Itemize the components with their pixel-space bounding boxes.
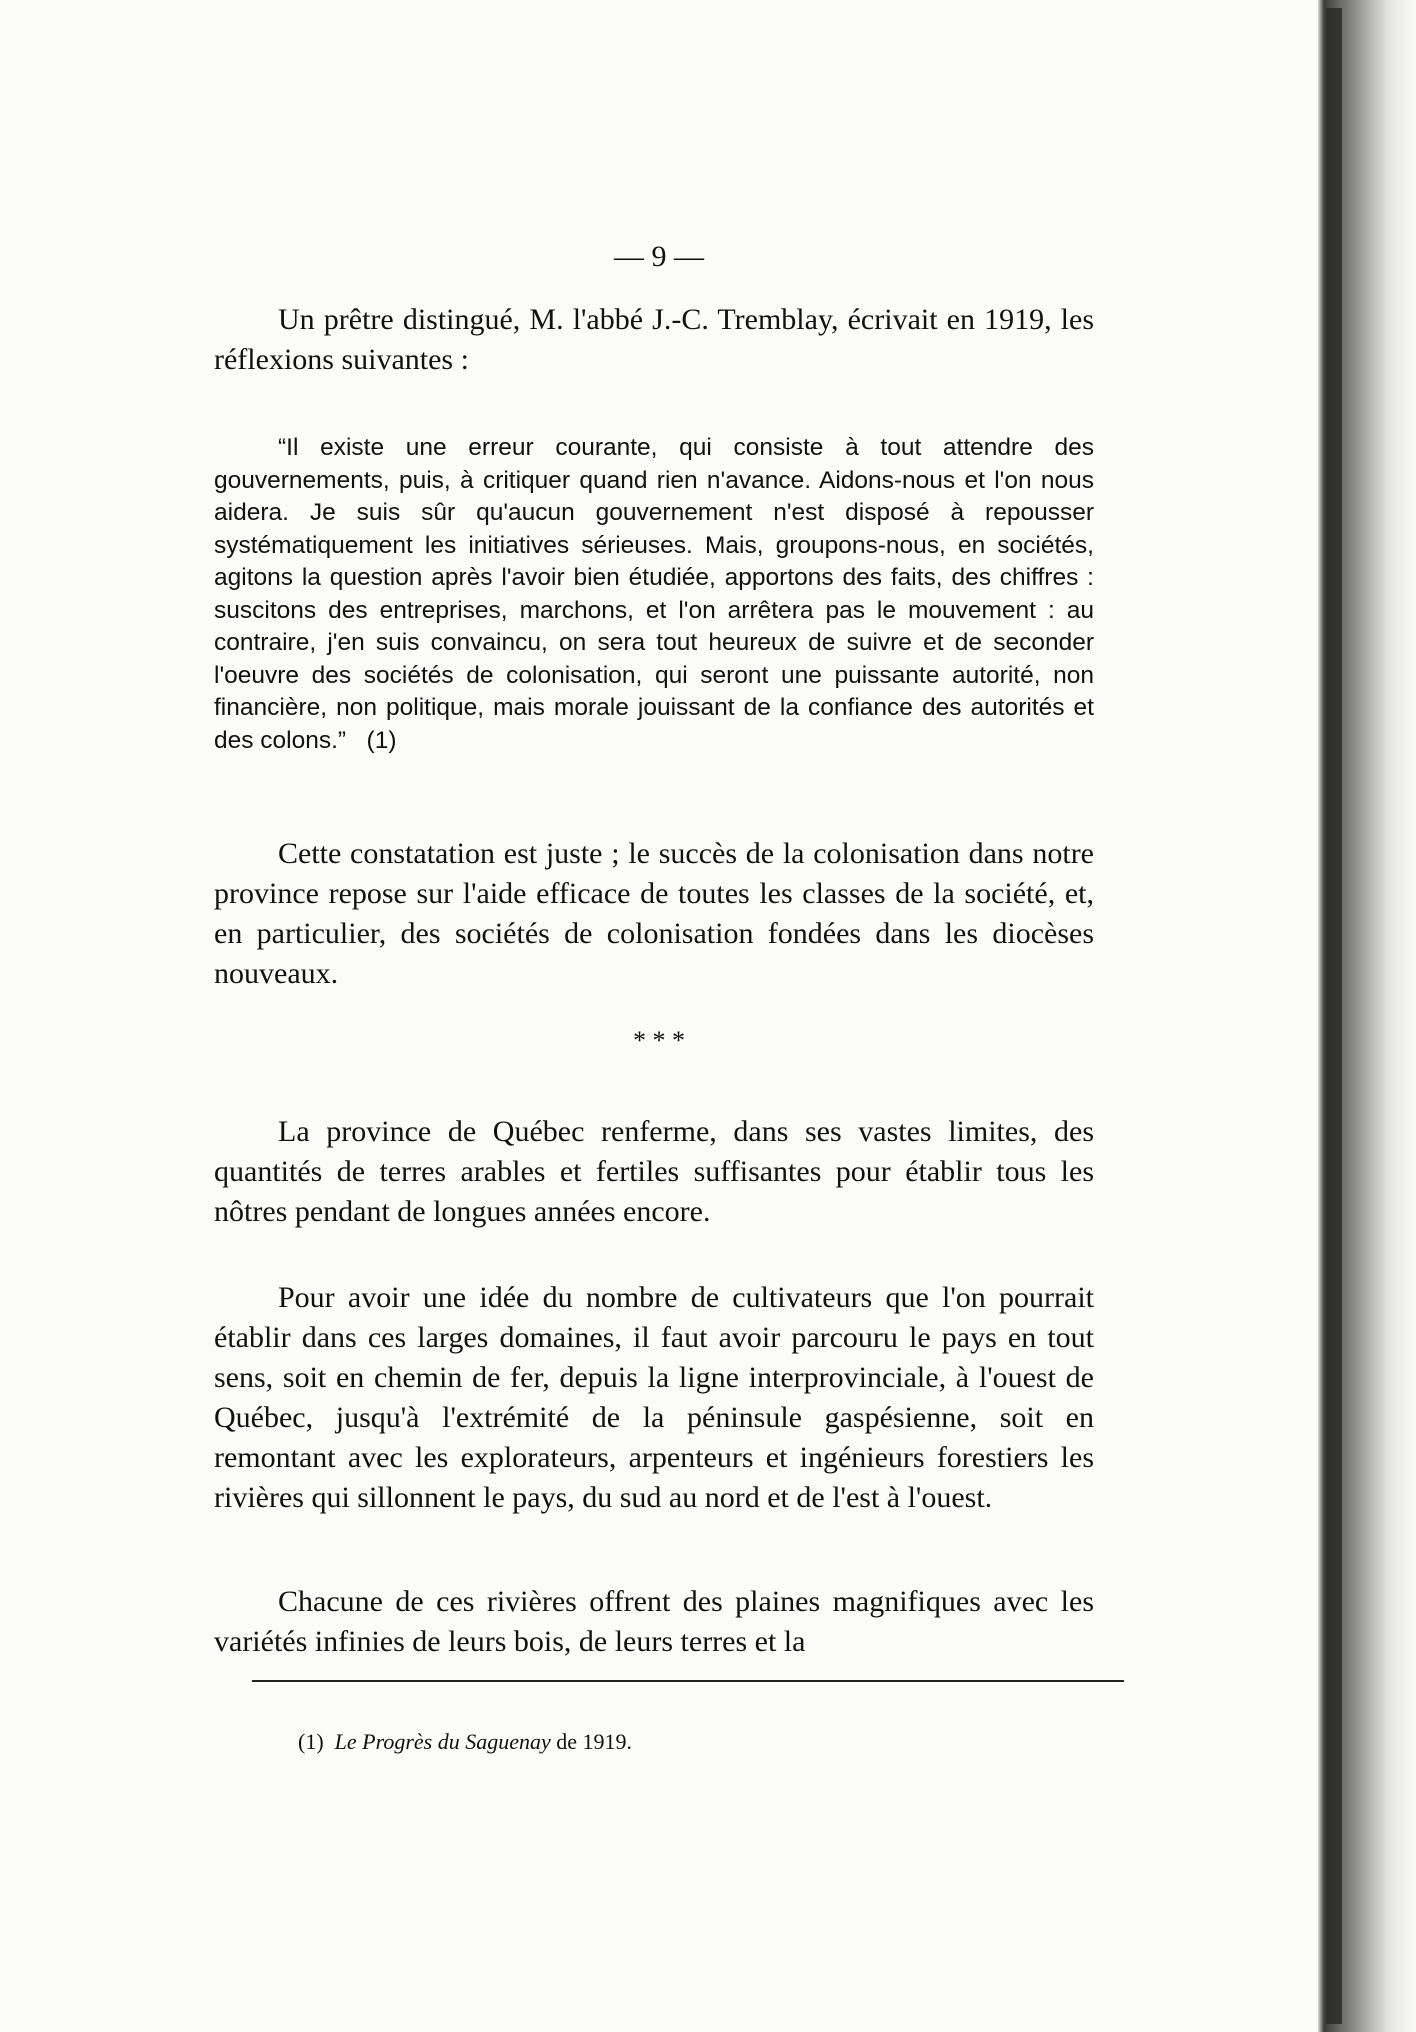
section-separator-asterism: * * *: [633, 1026, 685, 1055]
footnote-source-title: Le Progrès du Saguenay: [334, 1729, 551, 1754]
footnote-reference: (1): [366, 726, 397, 754]
intro-paragraph: Un prêtre distingué, M. l'abbé J.-C. Tremblay, écrivait en 1919, les réflexions suivantes :: [214, 303, 1094, 376]
quotation-paragraph: [214, 432, 1094, 757]
page-number: — 9 —: [614, 240, 704, 273]
footnote-marker: (1): [298, 1729, 324, 1754]
footnote: [298, 1727, 1078, 1757]
footnote-divider: [252, 1680, 1124, 1682]
comment-paragraph: Cette constatation est juste ; le succès de la colonisation dans notre province repose sur l'aide efficace de toutes les classes de la société, et, en particulier, des sociétés de colonisation fondées dans les diocèses nouveaux.: [214, 837, 1094, 990]
footnote-suffix: de 1919.: [556, 1729, 633, 1754]
quotation-text: “Il existe une erreur courante, qui consiste à tout attendre des gouvernements, puis, à critiquer quand rien n'avance. Aidons-nous et l'on nous aidera. Je suis sûr qu'aucun gouvernement n'est disposé à repousser systématiquement les initiatives sérieuses. Mais, groupons-nous, en sociétés, agitons la question après l'avoir bien étudiée, apportons des faits, des chiffres : suscitons des entreprises, marchons, et l'on arrêtera pas le mouvement : au contraire, j'en suis convaincu, on sera tout heureux de suivre et de seconder l'oeuvre des sociétés de colonisation, qui seront une puissante autorité, non financière, non politique, mais morale jouissant de la confiance des autorités et des colons.”: [214, 434, 1094, 754]
body-paragraph-chacune: Chacune de ces rivières offrent des plaines magnifiques avec les variétés infinies de leurs bois, de leurs terres et la: [214, 1585, 1094, 1658]
body-paragraph-province: La province de Québec renferme, dans ses vastes limites, des quantités de terres arables et fertiles suffisantes pour établir tous les nôtres pendant de longues années encore.: [214, 1115, 1094, 1228]
book-spine-shadow: [1326, 8, 1342, 2024]
body-paragraph-pour-avoir: Pour avoir une idée du nombre de cultivateurs que l'on pourrait établir dans ces larges domaines, il faut avoir parcouru le pays en tout sens, soit en chemin de fer, depuis la ligne interprovinciale, à l'ouest de Québec, jusqu'à l'extrémité de la péninsule gaspésienne, soit en remontant avec les explorateurs, arpenteurs et ingénieurs forestiers les rivières qui sillonnent le pays, du sud au nord et de l'est à l'ouest.: [214, 1281, 1094, 1514]
